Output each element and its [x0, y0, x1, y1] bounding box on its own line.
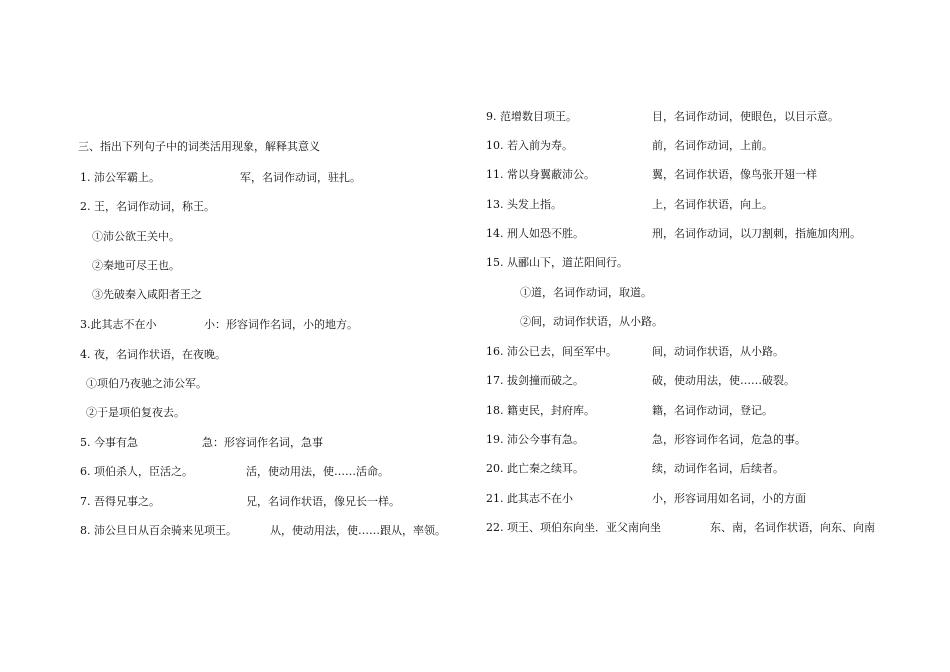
item-15-example-1: ①道，名词作动词，取道。 [520, 286, 652, 299]
item-6-sentence: 6. 项伯杀人，臣活之。 [80, 465, 193, 478]
item-21-sentence: 21. 此其志不在小 [486, 492, 573, 505]
item-2-example-3: ③先破秦入咸阳者王之 [92, 288, 202, 301]
item-17-explanation: 破，使动用法，使……破裂。 [652, 374, 795, 387]
item-18-explanation: 籍，名词作动词，登记。 [652, 404, 773, 417]
item-2-example-1: ①沛公欲王关中。 [92, 230, 180, 243]
item-14-sentence: 14. 刑人如恐不胜。 [486, 227, 584, 240]
item-2-heading: 2. 王，名词作动词，称王。 [80, 200, 215, 213]
item-9-explanation: 目，名词作动词，使眼色，以目示意。 [652, 110, 839, 123]
item-5-sentence: 5. 今事有急 [80, 436, 138, 449]
item-10-sentence: 10. 若入前为寿。 [486, 139, 573, 152]
item-10-explanation: 前，名词作动词，上前。 [652, 139, 773, 152]
item-7-sentence: 7. 吾得兄事之。 [80, 495, 160, 508]
item-6-explanation: 活，使动用法，使……活命。 [246, 465, 389, 478]
item-4-heading: 4. 夜，名词作状语，在夜晚。 [80, 348, 226, 361]
item-2-example-2: ②秦地可尽王也。 [92, 259, 180, 272]
item-21-explanation: 小，形容词用如名词，小的方面 [652, 492, 806, 505]
item-1-sentence: 1. 沛公军霸上。 [80, 171, 160, 184]
item-13-sentence: 13. 头发上指。 [486, 198, 562, 211]
item-11-explanation: 翼，名词作状语，像鸟张开翅一样 [652, 168, 817, 181]
item-22-explanation: 东、南，名词作状语，向东、向南 [710, 521, 875, 534]
item-22-sentence: 22. 项王、项伯东向坐．亚父南向坐 [486, 521, 661, 534]
item-16-explanation: 间，动词作状语，从小路。 [652, 345, 784, 358]
item-4-example-1: ①项伯乃夜驰之沛公军。 [86, 377, 207, 390]
item-8-explanation: 从，使动用法，使……跟从，率领。 [270, 524, 446, 537]
item-11-sentence: 11. 常以身翼蔽沛公。 [486, 168, 595, 181]
item-9-sentence: 9. 范增数目项王。 [486, 110, 577, 123]
item-15-heading: 15. 从郦山下，道芷阳间行。 [486, 256, 628, 269]
item-13-explanation: 上，名词作状语，向上。 [652, 198, 773, 211]
item-16-sentence: 16. 沛公已去，间至军中。 [486, 345, 617, 358]
item-20-explanation: 续，动词作名词，后续者。 [652, 462, 784, 475]
item-18-sentence: 18. 籍吏民，封府库。 [486, 404, 595, 417]
section-title: 三、指出下列句子中的词类活用现象，解释其意义 [78, 140, 320, 153]
item-17-sentence: 17. 拔剑撞而破之。 [486, 374, 584, 387]
item-20-sentence: 20. 此亡秦之续耳。 [486, 462, 584, 475]
item-5-explanation: 急：形容词作名词，急事 [202, 436, 323, 449]
item-7-explanation: 兄，名词作状语，像兄长一样。 [246, 495, 400, 508]
item-15-example-2: ②间，动词作状语，从小路。 [520, 315, 663, 328]
item-4-example-2: ②于是项伯复夜去。 [86, 406, 185, 419]
item-1-explanation: 军，名词作动词，驻扎。 [240, 171, 361, 184]
item-3-explanation: 小：形容词作名词，小的地方。 [204, 318, 358, 331]
item-8-sentence: 8. 沛公旦日从百余骑来见项王。 [80, 524, 237, 537]
item-3-sentence: 3.此其志不在小 [80, 318, 157, 331]
item-19-sentence: 19. 沛公今事有急。 [486, 433, 584, 446]
item-14-explanation: 刑，名词作动词，以刀割刺，指施加肉刑。 [652, 227, 861, 240]
item-19-explanation: 急，形容词作名词，危急的事。 [652, 433, 806, 446]
